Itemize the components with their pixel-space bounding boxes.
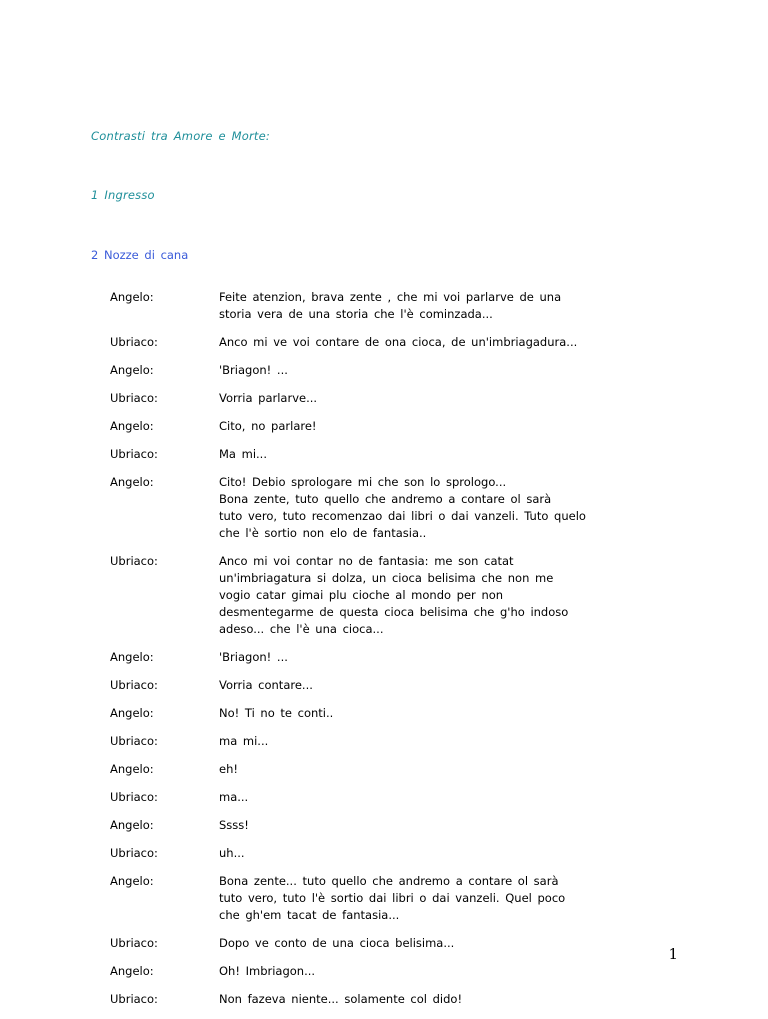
speech-text: uh... xyxy=(219,846,245,860)
dialogue-line xyxy=(110,705,630,722)
speech-text: ma... xyxy=(219,790,249,804)
dialogue-line xyxy=(110,761,630,778)
dialogue-line xyxy=(110,446,630,463)
speaker-name: Angelo: xyxy=(110,475,154,489)
speaker-name: Angelo: xyxy=(110,706,154,720)
dialogue-line xyxy=(110,418,630,435)
dialogue-line xyxy=(110,553,630,638)
speech-text: 'Briagon! ... xyxy=(219,650,288,664)
speaker-name: Angelo: xyxy=(110,650,154,664)
speech-text: Anco mi ve voi contare de ona cioca, de un'imbriagadura... xyxy=(219,335,578,349)
dialogue-line xyxy=(110,817,630,834)
dialogue-line xyxy=(110,649,630,666)
dialogue-line xyxy=(110,733,630,750)
dialogue-line xyxy=(110,362,630,379)
section-heading-nozze-di-cana: 2 Nozze di cana xyxy=(91,248,189,262)
speech-text: No! Ti no te conti.. xyxy=(219,706,334,720)
dialogue-line xyxy=(110,963,630,980)
speech-text: Non fazeva niente... solamente col dido! xyxy=(219,992,463,1006)
speaker-name: Ubriaco: xyxy=(110,335,158,349)
speaker-name: Angelo: xyxy=(110,964,154,978)
speaker-name: Ubriaco: xyxy=(110,790,158,804)
speaker-name: Angelo: xyxy=(110,818,154,832)
dialogue-line xyxy=(110,334,630,351)
speaker-name: Ubriaco: xyxy=(110,391,158,405)
speaker-name: Ubriaco: xyxy=(110,447,158,461)
speaker-name: Angelo: xyxy=(110,363,154,377)
speech-text: Feite atenzion, brava zente , che mi voi parlarve de una storia vera de una storia che l'è cominzada... xyxy=(219,290,562,321)
speaker-name: Angelo: xyxy=(110,290,154,304)
speaker-name: Angelo: xyxy=(110,874,154,888)
speaker-name: Ubriaco: xyxy=(110,678,158,692)
speech-text: Dopo ve conto de una cioca belisima... xyxy=(219,936,455,950)
page-number: 1 xyxy=(668,945,678,963)
speech-text: Oh! Imbriagon... xyxy=(219,964,316,978)
speech-text: Bona zente... tuto quello che andremo a contare ol sarà tuto vero, tuto l'è sortio dai libri o dai vanzeli. Quel poco che gh'em tacat de fantasia... xyxy=(219,874,566,922)
dialogue-line xyxy=(110,873,630,924)
speech-text: Vorria parlarve... xyxy=(219,391,318,405)
speech-text: Vorria contare... xyxy=(219,678,313,692)
speech-text: Cito, no parlare! xyxy=(219,419,317,433)
speaker-name: Ubriaco: xyxy=(110,846,158,860)
dialogue-line xyxy=(110,935,630,952)
speaker-name: Angelo: xyxy=(110,762,154,776)
dialogue-line xyxy=(110,474,630,542)
speech-text: Ssss! xyxy=(219,818,249,832)
speaker-name: Ubriaco: xyxy=(110,554,158,568)
speech-text: Anco mi voi contar no de fantasia: me son catat un'imbriagatura si dolza, un cioca belisima che non me vogio catar gimai plu cioche al mondo per non desmentegarme de questa cioca belisima che g'ho indoso adeso... che l'è una cioca... xyxy=(219,554,569,636)
speaker-name: Ubriaco: xyxy=(110,992,158,1006)
dialogue-line xyxy=(110,289,630,323)
speaker-name: Angelo: xyxy=(110,419,154,433)
speaker-name: Ubriaco: xyxy=(110,936,158,950)
speech-text: Cito! Debio sprologare mi che son lo sprologo... Bona zente, tuto quello che andremo a contare ol sarà tuto vero, tuto recomenzao dai libri o dai vanzeli. Tuto quelo che l'è sortio non elo de fantasia.. xyxy=(219,475,586,540)
speech-text: Ma mi... xyxy=(219,447,267,461)
section-heading-ingresso: 1 Ingresso xyxy=(91,188,155,202)
dialogue-line xyxy=(110,845,630,862)
dialogue-line xyxy=(110,677,630,694)
speech-text: ma mi... xyxy=(219,734,269,748)
dialogue-line xyxy=(110,789,630,806)
dialogue-list xyxy=(110,289,630,1019)
document-title: Contrasti tra Amore e Morte: xyxy=(91,129,270,143)
speech-text: eh! xyxy=(219,762,238,776)
speaker-name: Ubriaco: xyxy=(110,734,158,748)
dialogue-line xyxy=(110,390,630,407)
speech-text: 'Briagon! ... xyxy=(219,363,288,377)
